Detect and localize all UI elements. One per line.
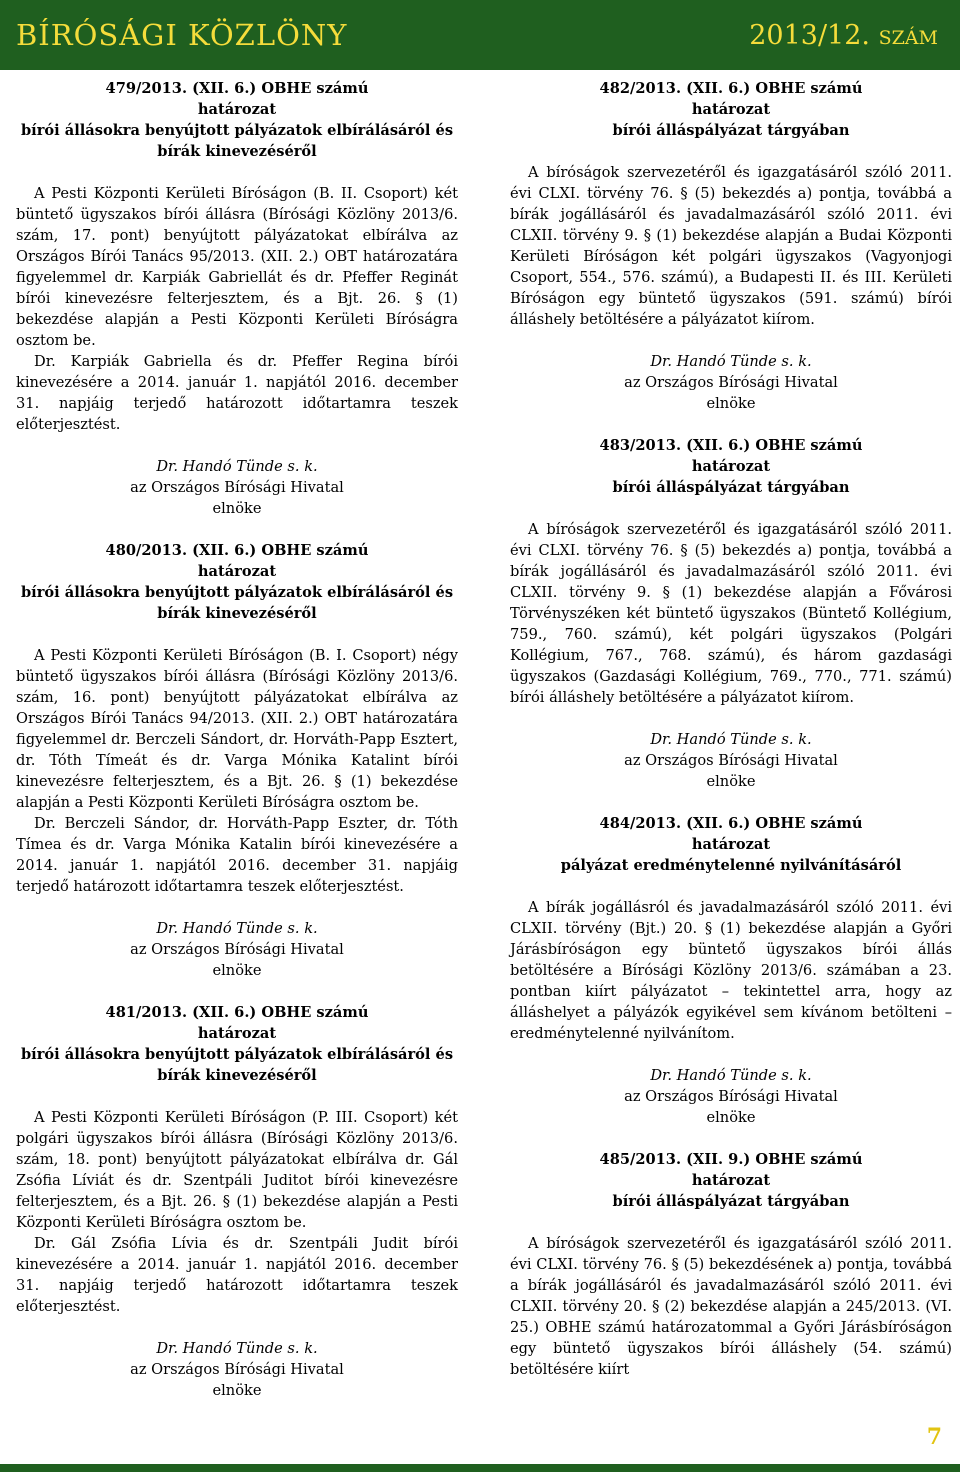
resolution-subject: bírák kinevezéséről	[157, 1067, 317, 1084]
signature	[16, 456, 458, 519]
resolution-paragraph: A Pesti Központi Kerületi Bíróságon (B. I. Csoport) négy büntető ügyszakos bírói állásra (Bírósági Közlöny 2013/6. szám, 16. pont) benyújtott pályázatokat elbírálva az Országos Bírói Tanács 94/2013. (XII. 2.) OBT határozatára figyelemmel dr. Berczeli Sándort, dr. Horváth-Papp Esztert, dr. Tóth Tímeát és dr. Varga Mónika Katalint bírói kinevezésre felterjesztem, és a Bjt. 26. § (1) bekezdése alapján a Pesti Központi Kerületi Bíróságra osztom be.	[16, 647, 458, 811]
resolution-paragraph: A Pesti Központi Kerületi Bíróságon (P. III. Csoport) két polgári ügyszakos bírói állásra (Bírósági Közlöny 2013/6. szám, 18. pont) benyújtott pályázatokat elbírálva dr. Gál Zsófia Líviát és dr. Szentpáli Juditot bírói kinevezésre felterjesztem, és a Bjt. 26. § (1) bekezdése alapján a Pesti Központi Kerületi Bíróságra osztom be.	[16, 1109, 458, 1231]
left-column	[16, 78, 458, 1401]
resolution-paragraph: A bíróságok szervezetéről és igazgatásáról szóló 2011. évi CLXI. törvény 76. § (5) bekezdés a) pontja, továbbá a bírák jogállásáról és javadalmazásáról szóló 2011. évi CLXII. törvény 9. § (1) bekezdése alapján a Budai Központi Kerületi Bíróságon két polgári ügyszakos (Vagyonjogi Csoport, 554., 576. számú), a Budapesti II. és III. Kerületi Bíróságon egy büntető ügyszakos (591. számú) bírói álláshely betöltésére a pályázatot kiírom.	[510, 164, 952, 328]
resolution-paragraph: Dr. Gál Zsófia Lívia és dr. Szentpáli Judit bírói kinevezésére a 2014. január 1. napjától 2016. december 31. napjáig terjedő határozott időtartamra teszek előterjesztést.	[16, 1235, 458, 1315]
signature-name: Dr. Handó Tünde s. k.	[156, 920, 318, 937]
resolution-type: határozat	[691, 836, 771, 853]
signature	[510, 729, 952, 792]
signature-role: elnöke	[706, 773, 756, 790]
resolution-subject: pályázat eredménytelenné nyilvánításáról	[560, 857, 902, 874]
resolution-paragraph: Dr. Berczeli Sándor, dr. Horváth-Papp Eszter, dr. Tóth Tímea és dr. Varga Mónika Katalin bírói kinevezésére a 2014. január 1. napjától 2016. december 31. napjáig terjedő határozott időtartamra teszek előterjesztést.	[16, 815, 458, 895]
resolution-paragraph: A bíróságok szervezetéről és igazgatásáról szóló 2011. évi CLXI. törvény 76. § (5) bekezdés a) pontja, továbbá a bírák jogállásáról és javadalmazásáról szóló 2011. évi CLXII. törvény 9. § (1) bekezdése alapján a Fővárosi Törvényszéken két büntető ügyszakos (Büntető Kollégium, 759., 760. számú), két polgári ügyszakos (Polgári Kollégium, 767., 768. számú), és három gazdasági ügyszakos (Gazdasági Kollégium, 769., 770., 771. számú) bírói álláshely betöltésére a pályázatot kiírom.	[510, 521, 952, 706]
signature-org: az Országos Bírósági Hivatal	[624, 374, 838, 391]
resolution-type: határozat	[691, 101, 771, 118]
resolution-subject: bírói álláspályázat tárgyában	[612, 479, 850, 496]
resolution-484	[510, 813, 952, 1128]
resolution-subject: bírói állásokra benyújtott pályázatok elbírálásáról és	[20, 1046, 454, 1063]
page-number: 7	[926, 1424, 942, 1450]
resolution-485	[510, 1149, 952, 1380]
resolution-type: határozat	[197, 1025, 277, 1042]
signature-role: elnöke	[212, 962, 262, 979]
resolution-number: 482/2013. (XII. 6.) OBHE számú	[599, 80, 863, 97]
signature-org: az Országos Bírósági Hivatal	[130, 1361, 344, 1378]
resolution-type: határozat	[197, 101, 277, 118]
footer-bar	[0, 1464, 960, 1472]
signature-name: Dr. Handó Tünde s. k.	[650, 353, 812, 370]
resolution-480	[16, 540, 458, 981]
journal-title: BÍRÓSÁGI KÖZLÖNY	[16, 18, 348, 52]
resolution-number: 483/2013. (XII. 6.) OBHE számú	[599, 437, 863, 454]
signature-org: az Országos Bírósági Hivatal	[624, 752, 838, 769]
resolution-479	[16, 78, 458, 519]
resolution-number: 479/2013. (XII. 6.) OBHE számú	[105, 80, 369, 97]
resolution-subject: bírói állásokra benyújtott pályázatok elbírálásáról és	[20, 584, 454, 601]
signature-name: Dr. Handó Tünde s. k.	[650, 1067, 812, 1084]
resolution-number: 485/2013. (XII. 9.) OBHE számú	[599, 1151, 863, 1168]
resolution-number: 481/2013. (XII. 6.) OBHE számú	[105, 1004, 369, 1021]
right-column	[510, 78, 952, 1380]
resolution-type: határozat	[197, 563, 277, 580]
signature-name: Dr. Handó Tünde s. k.	[156, 458, 318, 475]
resolution-subject: bírói álláspályázat tárgyában	[612, 1193, 850, 1210]
signature-org: az Országos Bírósági Hivatal	[624, 1088, 838, 1105]
resolution-subject: bírák kinevezéséről	[157, 605, 317, 622]
signature-role: elnöke	[706, 395, 756, 412]
signature-org: az Országos Bírósági Hivatal	[130, 479, 344, 496]
resolution-481	[16, 1002, 458, 1401]
signature-name: Dr. Handó Tünde s. k.	[156, 1340, 318, 1357]
resolution-paragraph: Dr. Karpiák Gabriella és dr. Pfeffer Regina bírói kinevezésére a 2014. január 1. napjától 2016. december 31. napjáig terjedő határozott időtartamra teszek előterjesztést.	[16, 353, 458, 433]
resolution-subject: bírói álláspályázat tárgyában	[612, 122, 850, 139]
signature-org: az Országos Bírósági Hivatal	[130, 941, 344, 958]
resolution-483	[510, 435, 952, 792]
signature-role: elnöke	[212, 500, 262, 517]
resolution-482	[510, 78, 952, 414]
issue-number: 2013/12. SZÁM	[749, 20, 938, 51]
signature-role: elnöke	[706, 1109, 756, 1126]
signature	[16, 918, 458, 981]
resolution-number: 480/2013. (XII. 6.) OBHE számú	[105, 542, 369, 559]
resolution-type: határozat	[691, 458, 771, 475]
signature-name: Dr. Handó Tünde s. k.	[650, 731, 812, 748]
signature-role: elnöke	[212, 1382, 262, 1399]
signature	[16, 1338, 458, 1401]
journal-header	[0, 0, 960, 70]
resolution-paragraph: A Pesti Központi Kerületi Bíróságon (B. II. Csoport) két büntető ügyszakos bírói állásra (Bírósági Közlöny 2013/6. szám, 17. pont) benyújtott pályázatokat elbírálva az Országos Bírói Tanács 95/2013. (XII. 2.) OBT határozatára figyelemmel dr. Karpiák Gabriellát és dr. Pfeffer Reginát bírói kinevezésre felterjesztem, és a Bjt. 26. § (1) bekezdése alapján a Pesti Központi Kerületi Bíróságra osztom be.	[16, 185, 458, 349]
resolution-paragraph: A bíróságok szervezetéről és igazgatásáról szóló 2011. évi CLXI. törvény 76. § (5) bekezdésének a) pontja, továbbá a bírák jogállásáról és javadalmazásáról szóló 2011. évi CLXII. törvény 20. § (2) bekezdése alapján a 245/2013. (VI. 25.) OBHE számú határozatommal a Győri Járásbíróságon egy büntető ügyszakos bírói álláshely (54. számú) betöltésére kiírt	[510, 1235, 952, 1378]
signature	[510, 1065, 952, 1128]
resolution-number: 484/2013. (XII. 6.) OBHE számú	[599, 815, 863, 832]
resolution-paragraph: A bírák jogállásról és javadalmazásáról szóló 2011. évi CLXII. törvény (Bjt.) 20. § (1) bekezdése alapján a Győri Járásbíróságon egy büntető ügyszakos bírói állás betöltésére a Bírósági Közlöny 2013/6. számában a 23. pontban kiírt pályázatot – tekintettel arra, hogy az álláshelyet a pályázók egyikével sem kívánom betölteni – eredménytelenné nyilvánítom.	[510, 899, 952, 1042]
resolution-subject: bírói állásokra benyújtott pályázatok elbírálásáról és	[20, 122, 454, 139]
signature	[510, 351, 952, 414]
resolution-subject: bírák kinevezéséről	[157, 143, 317, 160]
resolution-type: határozat	[691, 1172, 771, 1189]
